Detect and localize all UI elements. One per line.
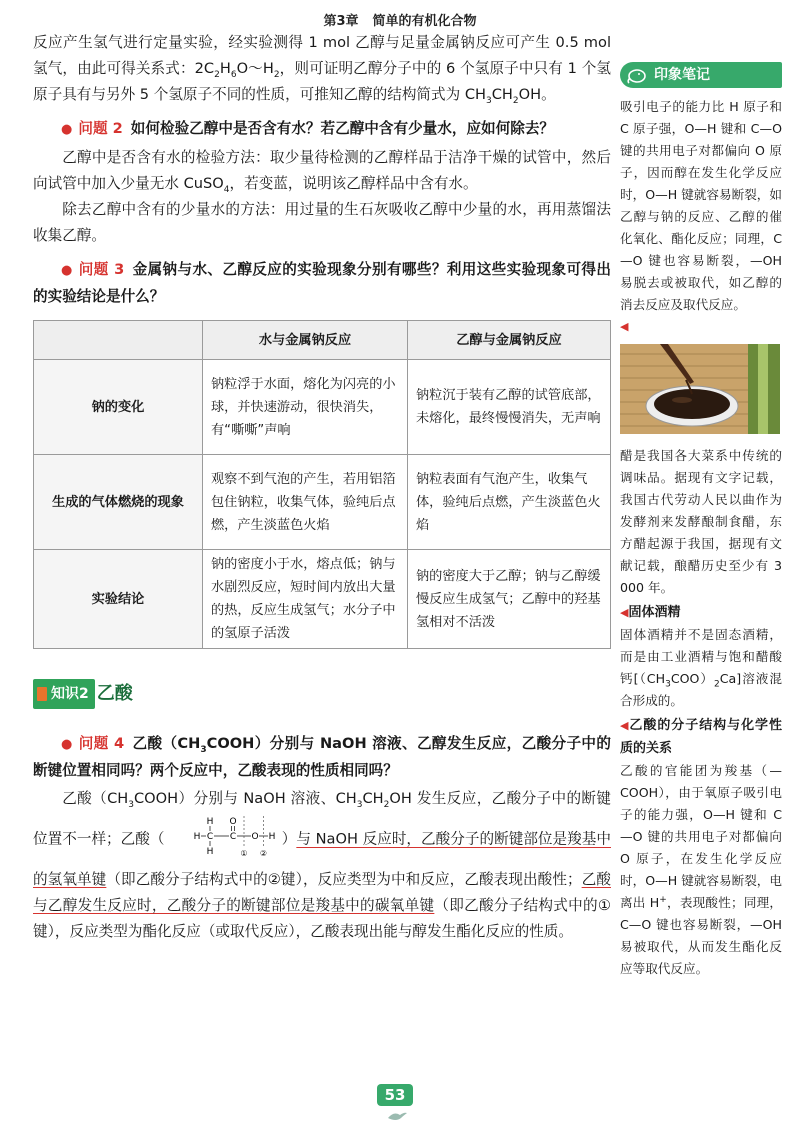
answer-2-remove: 除去乙醇中含有的少量水的方法：用过量的生石灰吸收乙醇中少量的水，再用蒸馏法收集乙醇。 [33, 201, 611, 244]
page-header [0, 10, 800, 29]
note-solid-alcohol [620, 601, 782, 624]
note-subtitle: 乙酸的分子结构与化学性质的关系 [620, 718, 782, 756]
note-vinegar: 醋是我国各大菜系中传统的调味品。据现有文字记载，我国古代劳动人民以曲作为发酵剂来发酵酿制食醋，东方醋起源于我国，据现有文献记载，酿醋历史至少有 3 000 年。 [620, 448, 782, 595]
note-alcohol: 吸引电子的能力比 H 原子和 C 原子强，O—H 键和 C—O 键的共用电子对都偏向 O 原子，因而醇在发生化学反应时，O—H 键就容易断裂，如乙醇与钠的反应、乙醇的催化氧化、酯化反应；同理，C—O 键也容易断裂，—OH 易脱去或被取代，如乙醇的消去反应及取代反应。 [620, 99, 782, 312]
table-cell: 钠粒浮于水面，熔化为闪亮的小球，并快速游动，很快消失，有“嘶嘶”声响 [203, 360, 408, 455]
question-3 [33, 257, 611, 310]
formula-h1: H [193, 832, 201, 842]
bond-mark-2: ② [259, 849, 267, 858]
row-label: 实验结论 [34, 550, 203, 649]
formula-c2: C [229, 832, 236, 842]
formula-o2: O [251, 832, 259, 842]
elephant-icon [626, 66, 648, 84]
leaf-bullet-icon: ● [61, 122, 73, 137]
row-label: 生成的气体燃烧的现象 [34, 455, 203, 550]
margin-notes [620, 62, 782, 980]
table-cell: 钠的密度小于水，熔点低；钠与水剧烈反应，短时间内放出大量的热，反应生成氢气；水分子中的氢原子活泼 [203, 550, 408, 649]
vinegar-photo [620, 344, 782, 441]
table-row [34, 360, 611, 455]
question-label: 问题 3 [78, 261, 125, 278]
notes-header [620, 62, 782, 88]
chapter-title: 简单的有机化合物 [372, 14, 477, 29]
book-icon [37, 687, 47, 701]
leaf-bullet-icon: ● [61, 263, 73, 278]
question-4: ● 问题 4 乙酸$(CH_3COOH)$分别与 NaOH 溶液、乙醇发生反应，乙酸分子中的断键位置相同吗？两个反应中，乙酸表现的性质相同吗？ [33, 735, 611, 779]
table-cell: 钠粒沉于装有乙醇的试管底部，未熔化，最终慢慢消失，无声响 [408, 360, 611, 455]
table-cell: 钠的密度大于乙醇；钠与乙醇缓慢反应生成氢气；乙醇中的羟基氢相对不活泼 [408, 550, 611, 649]
table-row [34, 455, 611, 550]
formula-c1: C [206, 832, 213, 842]
answer-4: 乙酸$(CH_3COOH)$分别与 NaOH 溶液、$CH_3CH_2OH$ 发生反应，乙酸分子中的断键位置不一样；乙酸（ H O H C C O H H ① ② ）与 NaOH 反应时，乙酸分子的断键部位是羧基中的氢氧单键（即乙酸分子结构式中的②键），反应类型为中和反应，乙酸表现出酸性；乙酸与乙醇发生反应时，乙酸分子的断键部位是羧基中的碳氧单键（即乙酸分子结构式中的①键），反应类型为酯化反应（或取代反应），乙酸表现出能与醇发生酯化反应的性质。 [33, 790, 611, 940]
chapter-number: 第3章 [323, 14, 359, 29]
table-cell: 观察不到气泡的产生，若用铝箔包住钠粒，收集气体，验纯后点燃，产生淡蓝色火焰 [203, 455, 408, 550]
question-label: 问题 2 [78, 120, 123, 137]
table-row [34, 550, 611, 649]
note-acetic-acid [620, 714, 782, 760]
arrow-marker-icon: ◀ [620, 719, 630, 732]
note-subtitle: 固体酒精 [628, 605, 681, 620]
notes-title: 印象笔记 [654, 67, 710, 83]
page-number: 53 [377, 1084, 413, 1106]
leaf-bullet-icon: ● [61, 737, 73, 752]
question-2 [33, 116, 611, 143]
note-acetic-text: 乙酸的官能团为羧基（—COOH），由于氧原子吸引电子的能力强，O—H 键和 C—O 键的共用电子对都偏向 O 原子，在发生化学反应时，O—H 键就容易断裂，电离出 H+，表现酸性；同理，C—O 键也容易断裂，—OH 易被取代，从而发生酯化反应等取代反应。 [620, 763, 782, 976]
knowledge-badge: 知识2 [33, 679, 95, 709]
table-header-cell [34, 321, 203, 360]
experiment-table [33, 320, 611, 649]
knowledge-heading: 乙酸 [96, 683, 133, 704]
table-cell: 钠粒表面有气泡产生，收集气体，验纯后点燃，产生淡蓝色火焰 [408, 455, 611, 550]
row-label: 钠的变化 [34, 360, 203, 455]
underlined-naoh-break: 与 NaOH 反应时，乙酸分子的断键部位是羧基中的氢氧单键 [33, 830, 611, 888]
arrow-marker-icon: ◀ [620, 606, 629, 619]
formula-o-top: O [229, 817, 237, 827]
formula-h-bot: H [206, 847, 214, 857]
question-text: 如何检验乙醇中是否含有水？若乙醇中含有少量水，应如何除去？ [130, 120, 555, 137]
intro-paragraph: 反应产生氢气进行定量实验，经实验测得 1 mol 乙醇与足量金属钠反应可产生 0.5 mol 氢气，由此可得关系式：$2C_2H_6O\sim H_2$，则可证明乙醇分子中的 6 个氢原子中只有 1 个氢原子具有与另外 5 个氢原子不同的性质，可推知乙醇的结构简式为 $CH_3CH_2OH$。 [33, 34, 611, 106]
formula-h-top: H [206, 817, 214, 827]
table-header-cell: 乙醇与金属钠反应 [408, 321, 611, 360]
arrow-marker-icon: ◀ [620, 320, 629, 333]
acetic-acid-structure [165, 812, 282, 867]
formula-h2: H [268, 832, 276, 842]
table-header-row [34, 321, 611, 360]
bond-mark-1: ① [240, 849, 248, 858]
question-text: 金属钠与水、乙醇反应的实验现象分别有哪些？利用这些实验现象可得出的实验结论是什么？ [33, 261, 611, 305]
bird-icon [386, 1108, 408, 1127]
main-column [33, 30, 611, 945]
underlined-ester-break: 乙酸与乙醇发生反应时，乙酸分子的断键部位是羧基中的碳氧单键 [33, 871, 611, 914]
knowledge-title [33, 679, 611, 709]
note-solid-text: 固体酒精并不是固态酒精，而是由工业酒精与饱和醋酸钙$[(CH_3COO)_2Ca]$溶液混合形成的。 [620, 627, 782, 708]
question-label: 问题 4 [78, 735, 125, 752]
table-header-cell: 水与金属钠反应 [203, 321, 408, 360]
answer-2-check: 乙醇中是否含有水的检验方法：取少量待检测的乙醇样品于洁净干燥的试管中，然后向试管中加入少量无水 CuSO$_4$，若变蓝，说明该乙醇样品中含有水。 [33, 149, 611, 195]
